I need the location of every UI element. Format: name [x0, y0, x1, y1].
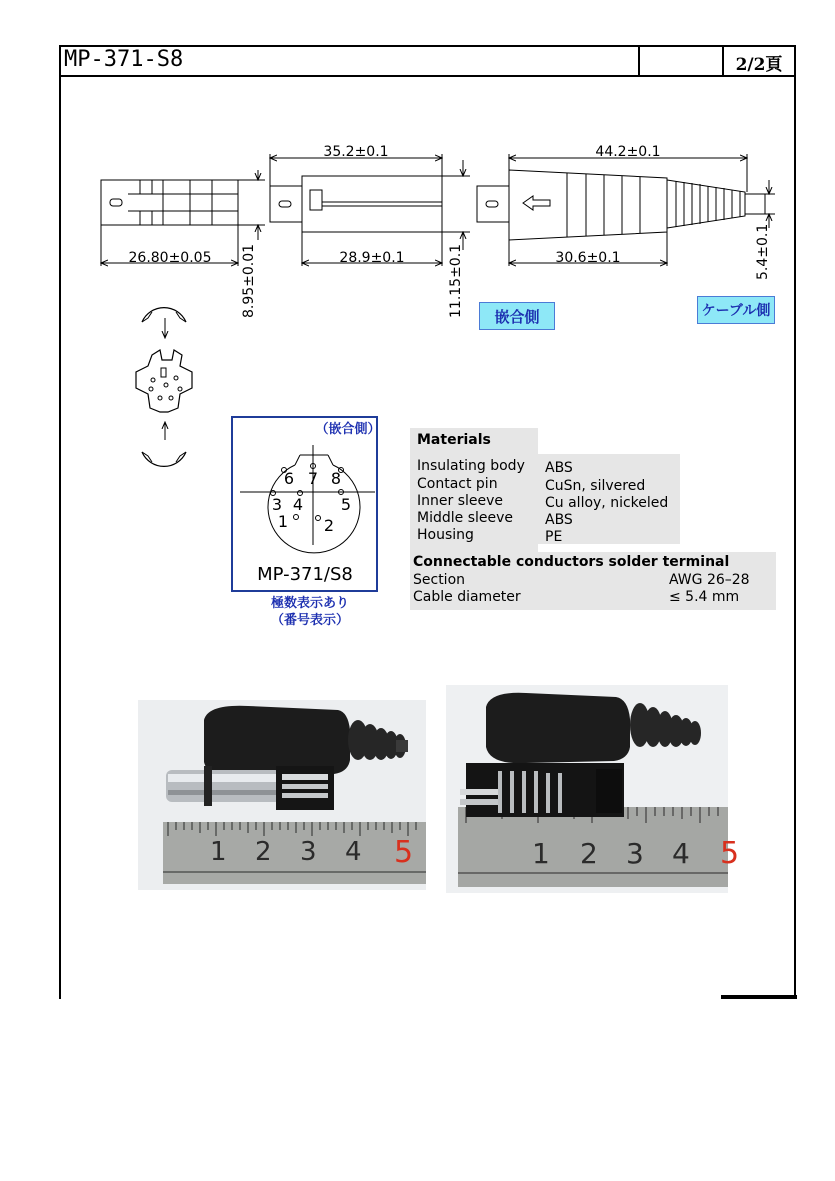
dim-right-top: 44.2±0.1: [595, 144, 661, 160]
pin-label: 4: [292, 495, 304, 514]
dim-left-height: 8.95±0.01: [241, 243, 257, 318]
dim-mid-top: 35.2±0.1: [323, 144, 389, 160]
materials-label: Housing: [417, 527, 474, 543]
pin-diagram: [240, 445, 375, 553]
pin-diagram-note: （番号表示）: [270, 613, 350, 628]
dim-mid-height: 11.15±0.1: [448, 243, 464, 318]
pin-label: 1: [277, 512, 289, 531]
conductors-heading: Connectable conductors solder terminal: [413, 554, 730, 570]
conductors-value: AWG 26–28: [669, 572, 750, 588]
materials-value: ABS: [545, 460, 573, 476]
materials-value: ABS: [545, 512, 573, 528]
materials-label: Contact pin: [417, 476, 498, 492]
pin-label: 5: [340, 495, 352, 514]
ruler-number: 5: [394, 835, 414, 870]
materials-value: CuSn, silvered: [545, 478, 646, 494]
ruler-number: 5: [720, 836, 740, 871]
pin-label: 2: [323, 516, 335, 535]
ruler-number: 2: [580, 837, 598, 870]
dim-right-bottom: 30.6±0.1: [555, 250, 621, 266]
pin-label: 3: [271, 495, 283, 514]
pin-label: 8: [330, 469, 342, 488]
cable-side-tag: ケーブル側: [697, 296, 775, 324]
materials-value: Cu alloy, nickeled: [545, 495, 669, 511]
ruler-number: 2: [255, 837, 272, 867]
ruler-number: 4: [345, 837, 362, 867]
pin-diagram-note: 極数表示あり: [270, 596, 350, 611]
bottom-bar: [721, 995, 797, 999]
conductors-label: Cable diameter: [413, 589, 521, 605]
document-title: MP-371-S8: [64, 47, 184, 72]
conductors-value: ≤ 5.4 mm: [669, 589, 740, 605]
assembly-view: [136, 308, 192, 467]
cable-view-drawing: [477, 154, 775, 266]
materials-label: Inner sleeve: [417, 493, 504, 509]
product-photo-2: [446, 685, 740, 893]
dim-right-height: 5.4±0.1: [755, 223, 771, 280]
product-photo-1: [138, 700, 426, 890]
ruler-number: 3: [300, 837, 317, 867]
dim-mid-bottom: 28.9±0.1: [339, 250, 405, 266]
ruler-number: 3: [626, 837, 644, 870]
spec-table: [410, 428, 780, 611]
materials-value: PE: [545, 529, 563, 545]
conductors-label: Section: [413, 572, 466, 588]
mating-side-tag: 嵌合側: [479, 302, 555, 330]
ruler-number: 4: [672, 837, 690, 870]
materials-label: Insulating body: [417, 458, 525, 474]
page-number: 2/2頁: [735, 55, 783, 75]
pin-diagram-model: MP-371/S8: [257, 564, 353, 585]
materials-heading: Materials: [417, 432, 491, 448]
pin-diagram-side-label: （嵌合側）: [315, 422, 381, 437]
ruler-number: 1: [210, 837, 227, 867]
pin-label: 6: [283, 469, 295, 488]
materials-label: Middle sleeve: [417, 510, 514, 526]
dim-left-length: 26.80±0.05: [128, 250, 212, 266]
ruler-number: 1: [532, 837, 550, 870]
pin-label: 7: [307, 469, 319, 488]
